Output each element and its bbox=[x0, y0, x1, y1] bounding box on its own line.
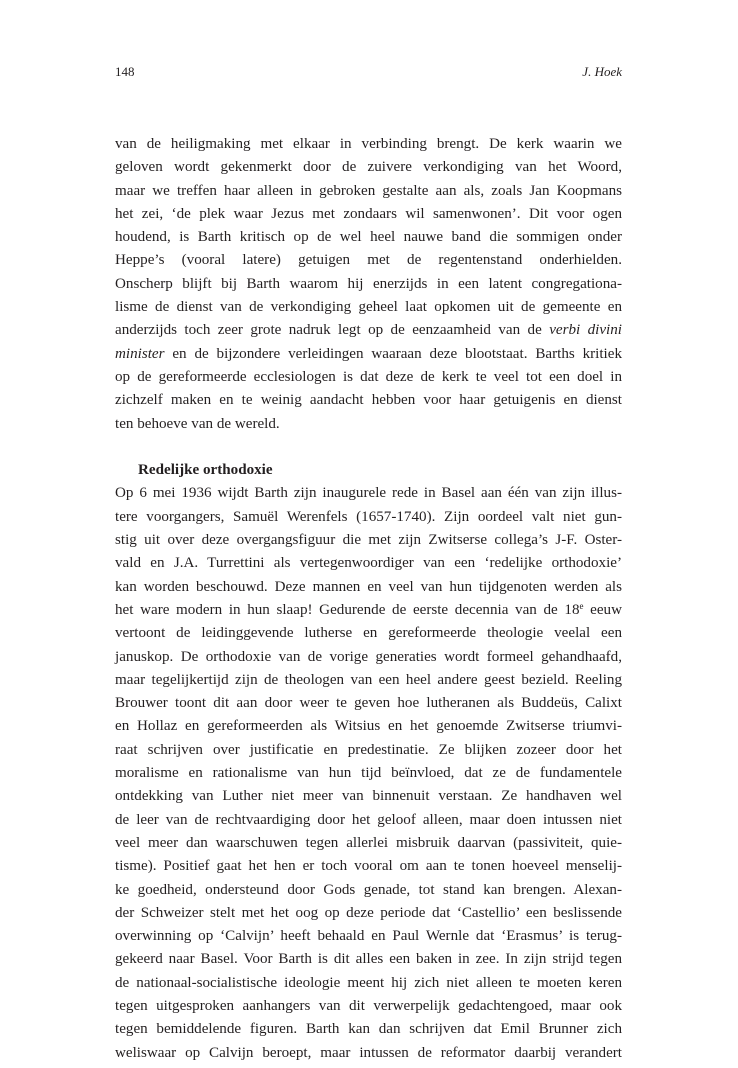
text-line: houdend, is Barth kritisch op de wel heel nauwe band die sommigen onder bbox=[115, 229, 622, 246]
text-line: tere voorgangers, Samuël Werenfels (1657-1740). Zijn oordeel valt niet gun- bbox=[115, 508, 622, 525]
text-run: anderzijds toch zeer grote nadruk legt op de eenzaamheid van de bbox=[115, 322, 542, 339]
text-line bbox=[115, 599, 622, 622]
text-line: Op 6 mei 1936 wijdt Barth zijn inaugurele rede in Basel aan één van zijn illus- bbox=[115, 485, 622, 502]
text-line: tisme). Positief gaat het hen er toch vooral om aan te tonen hoeveel menselij- bbox=[115, 858, 622, 875]
text-line: Onscherp blijft bij Barth waarom hij enerzijds in een latent congregationa- bbox=[115, 275, 622, 292]
text-line: van de heiligmaking met elkaar in verbinding brengt. De kerk waarin we bbox=[115, 136, 622, 152]
text-line: tegen bemiddelende figuren. Barth kan dan schrijven dat Emil Brunner zich bbox=[115, 1021, 622, 1038]
page-number: 148 bbox=[115, 64, 135, 79]
text-line: vald en J.A. Turrettini als vertegenwoordiger van een ‘redelijke orthodoxie’ bbox=[115, 555, 622, 572]
text-line: de nationaal-socialistische ideologie meent hij zich niet alleen te moeten keren bbox=[115, 974, 622, 991]
section-heading: Redelijke orthodoxie bbox=[138, 462, 273, 479]
text-line: ke goedheid, ondersteund door Gods genade, tot stand kan brengen. Alexan- bbox=[115, 881, 622, 898]
italic-term: verbi divini bbox=[549, 322, 622, 339]
text-line: maar we treffen haar alleen in gebroken gestalte aan als, zoals Jan Koopmans bbox=[115, 182, 622, 199]
text-line: raat schrijven over justificatie en predestinatie. Ze blijken zozeer door het bbox=[115, 741, 622, 758]
text-line: weliswaar op Calvijn beroept, maar intussen de reformator daarbij verandert bbox=[115, 1044, 622, 1061]
text-line: Heppe’s (vooral latere) getuigen met de regentenstand onderhielden. bbox=[115, 252, 622, 269]
text-line: kan worden beschouwd. Deze mannen en veel van hun tijdgenoten werden als bbox=[115, 578, 622, 595]
paragraph-1 bbox=[115, 133, 622, 436]
text-line: op de gereformeerde ecclesiologen is dat deze de kerk te veel tot een doel in bbox=[115, 368, 622, 385]
text-line: het zei, ‘de plek waar Jezus met zondaars wil samenwonen’. Dit voor ogen bbox=[115, 205, 622, 222]
running-header bbox=[115, 64, 622, 84]
text-run: het ware modern in hun slaap! Gedurende de eerste decennia van de 18 bbox=[115, 601, 580, 618]
text-line: overwinning op ‘Calvijn’ heeft behaald en Paul Wernle dat ‘Erasmus’ is terug- bbox=[115, 928, 622, 945]
body-text bbox=[115, 133, 622, 1065]
text-line: geloven wordt gekenmerkt door de zuivere verkondiging van het Woord, bbox=[115, 159, 622, 176]
text-line: ten behoeve van de wereld. bbox=[115, 415, 280, 432]
text-run: en de bijzondere verleidingen waaraan deze blootstaat. Barths kritiek bbox=[164, 345, 622, 362]
italic-term: minister bbox=[115, 345, 165, 362]
text-run: eeuw bbox=[583, 601, 622, 618]
section-spacer bbox=[115, 436, 622, 459]
text-line: de leer van de rechtvaardiging door het geloof alleen, maar doen intussen niet bbox=[115, 811, 622, 828]
text-line: veel meer dan waarschuwen tegen allerlei misbruik daarvan (passiviteit, quie- bbox=[115, 834, 622, 851]
text-line: maar tegelijkertijd zijn de theologen van een heel andere geest bezield. Reeling bbox=[115, 671, 622, 688]
superscript: e bbox=[579, 600, 584, 611]
text-line bbox=[115, 343, 622, 366]
running-head-author: J. Hoek bbox=[582, 64, 622, 79]
text-line: vertoont de leidinggevende lutherse en gereformeerde theologie veelal een bbox=[115, 625, 622, 642]
text-line: en Hollaz en gereformeerden als Witsius en het genoemde Zwitserse triumvi- bbox=[115, 718, 622, 735]
text-line: der Schweizer stelt met het oog op deze periode dat ‘Castellio’ een beslissende bbox=[115, 904, 622, 921]
text-line: lisme de dienst van de verkondiging geheel laat opkomen uit de gemeente en bbox=[115, 299, 622, 316]
text-line: zichzelf maken en te weinig aandacht hebben voor haar getuigenis en dienst bbox=[115, 392, 622, 409]
text-line: januskop. De orthodoxie van de vorige generaties wordt formeel gehandhaafd, bbox=[115, 648, 622, 665]
paragraph-2 bbox=[115, 482, 622, 1064]
text-line: moralisme en rationalisme van hun tijd beïnvloed, dat ze de fundamentele bbox=[115, 765, 622, 782]
text-line: ontdekking van Luther niet meer van binnenuit verstaan. Ze handhaven wel bbox=[115, 788, 622, 805]
text-line: tegen uitgesproken aanhangers van dit verwerpelijk gedachtengoed, maar ook bbox=[115, 997, 622, 1014]
text-line: stig uit over deze overgangsfiguur die met zijn Zwitserse collega’s J-F. Oster- bbox=[115, 532, 622, 549]
text-line: gekeerd naar Basel. Voor Barth is dit alles een baken in zee. In zijn strijd tegen bbox=[115, 951, 622, 968]
text-line bbox=[115, 319, 622, 342]
text-line: Brouwer toont dit aan door weer te geven hoe lutheranen als Buddeüs, Calixt bbox=[115, 695, 622, 712]
